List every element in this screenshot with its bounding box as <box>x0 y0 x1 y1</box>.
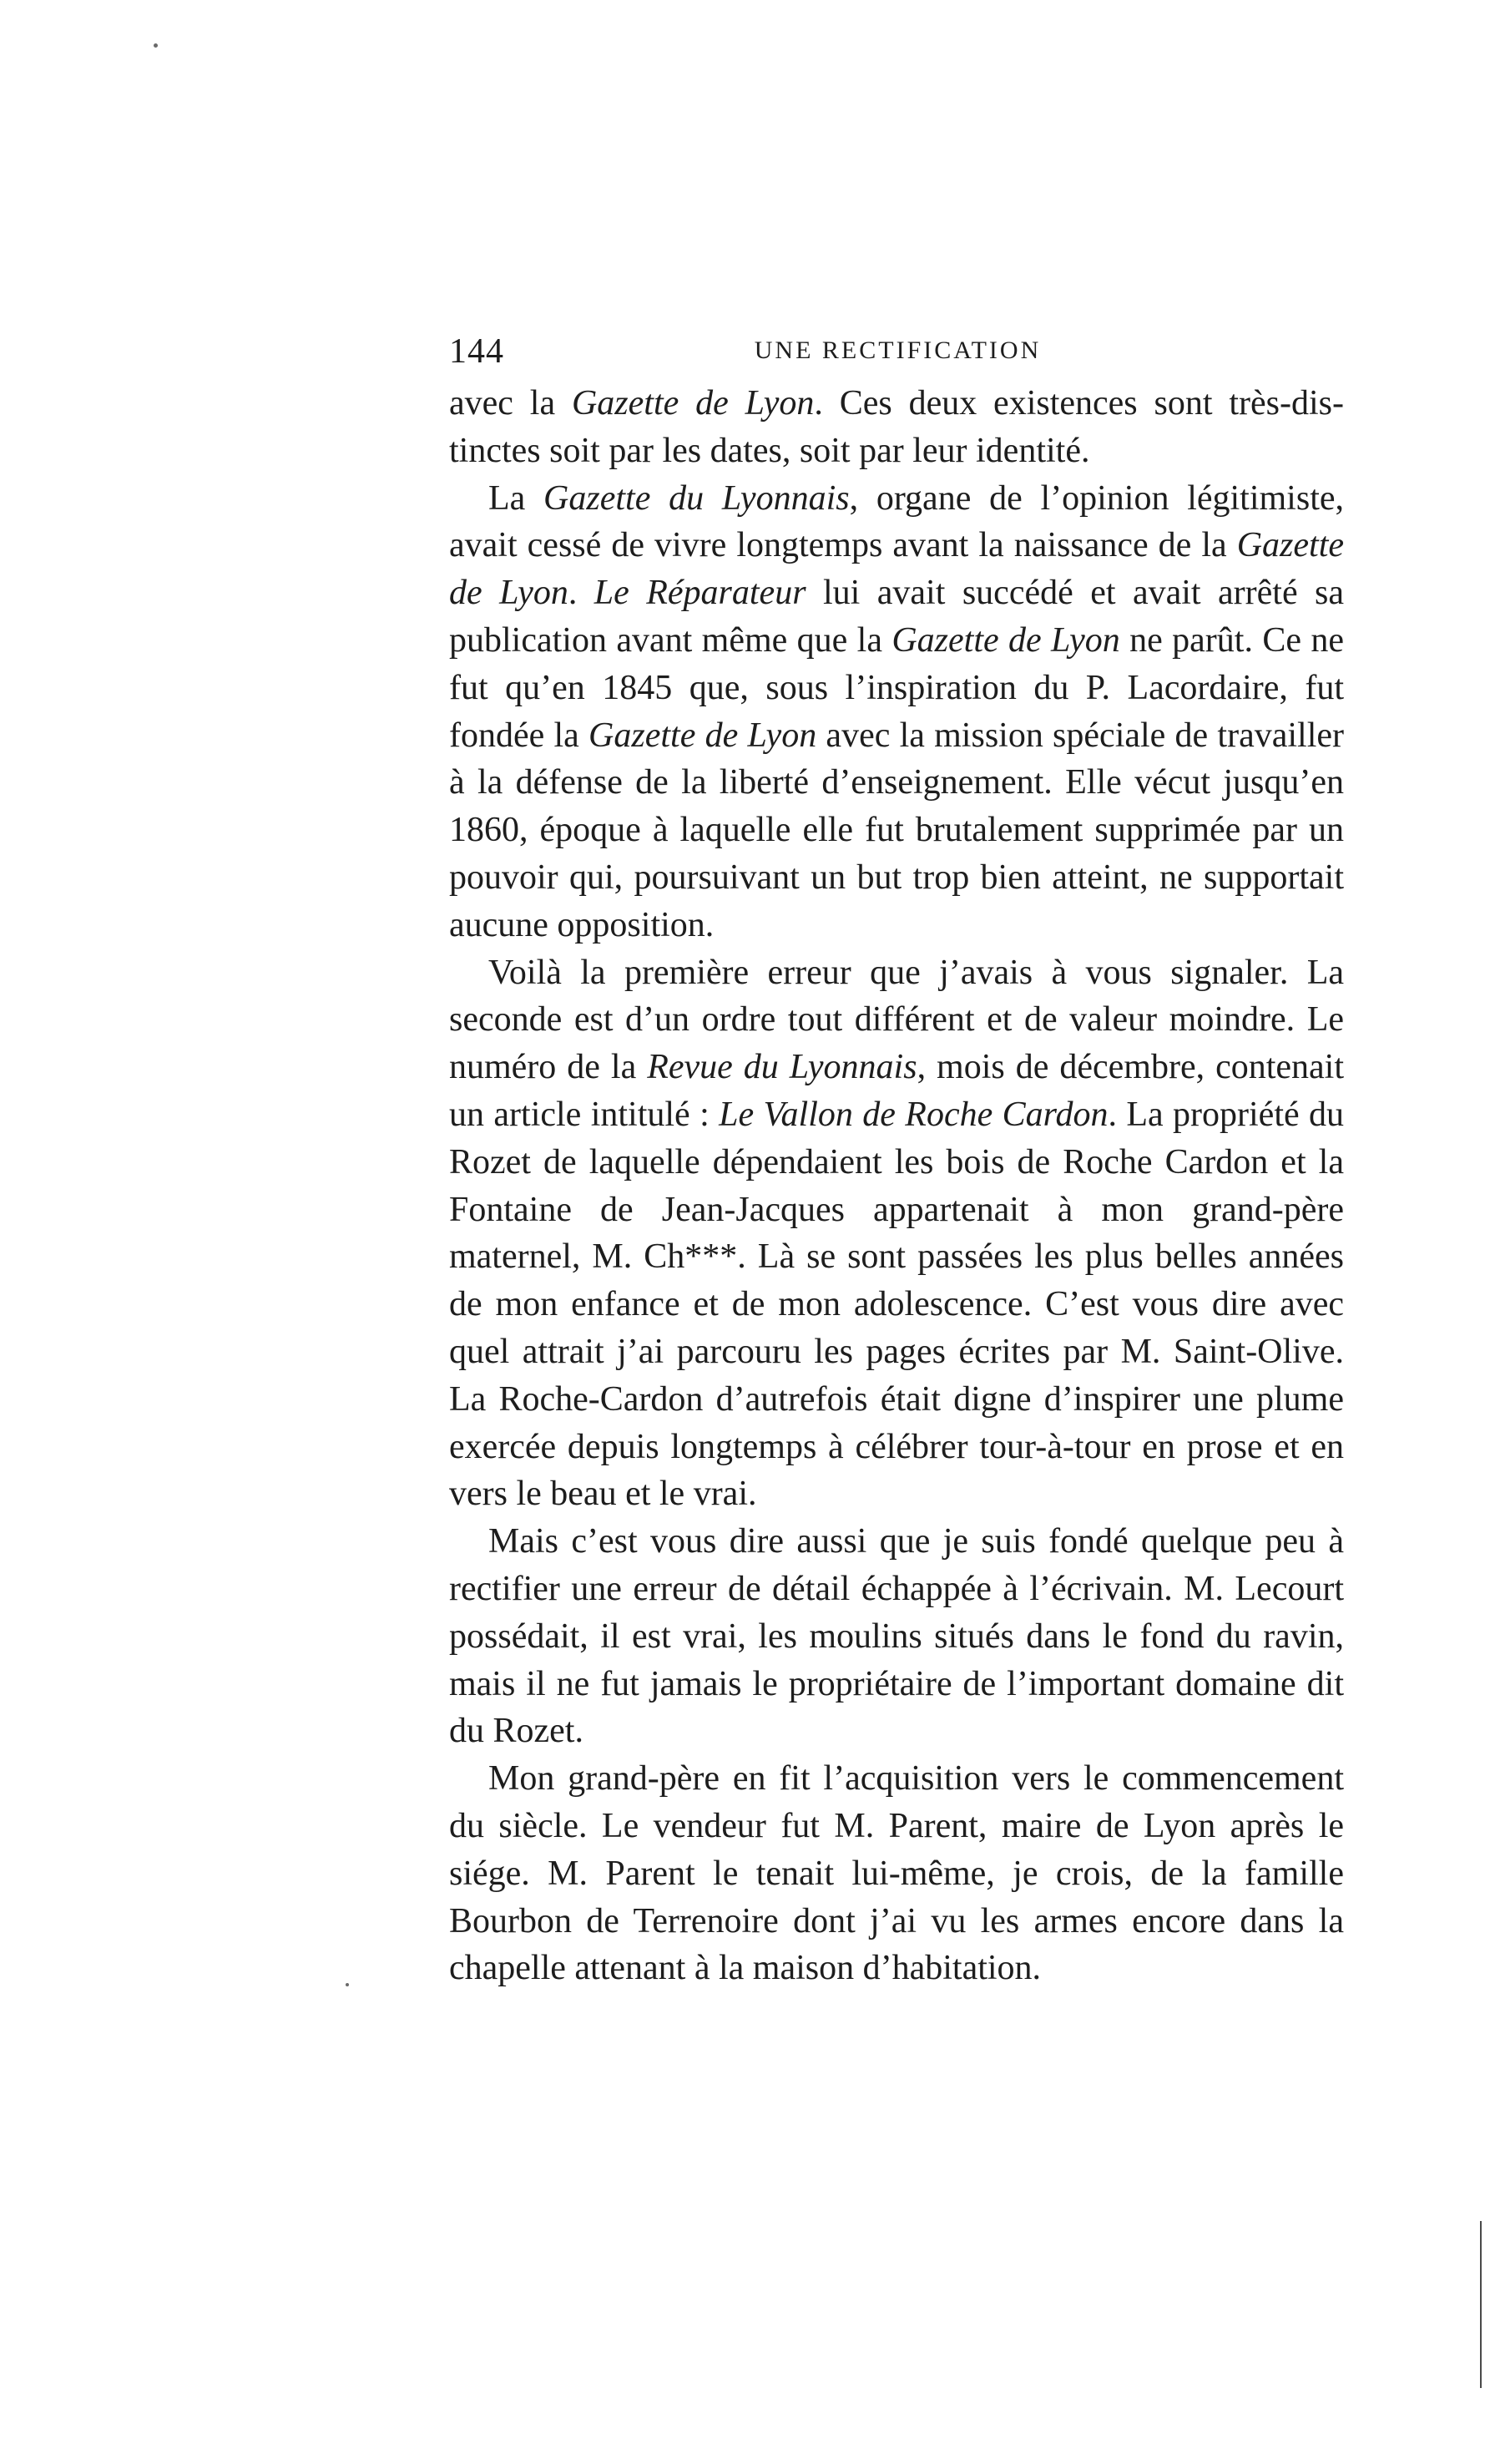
stray-ink-dot <box>346 1983 349 1986</box>
italic-title: Gazette du Lyonnais <box>543 478 850 518</box>
italic-title: Le Réparateur <box>593 574 806 613</box>
body-text <box>449 380 1344 1992</box>
text-run: , organe de l’opinion légitimiste, avait cessé de vivre longtemps avant la naissance de la <box>449 478 1345 565</box>
page-number: 144 <box>449 332 504 371</box>
paragraph <box>449 475 1344 949</box>
italic-title: Revue du Lyonnais <box>647 1048 917 1087</box>
text-run: lui avait succédé et avait arrêté sa publication avant même que la <box>449 574 1345 660</box>
paragraph <box>449 949 1344 1519</box>
text-run: Voilà la première erreur que j’avais à vous signaler. La seconde est d’un ordre tout différent et de valeur moindre. Le numéro de la <box>449 953 1344 1087</box>
text-run: La <box>488 478 544 518</box>
italic-title: Le Vallon de Roche Cardon <box>719 1095 1109 1134</box>
italic-title: Gazette de Lyon <box>588 716 817 755</box>
paragraph <box>449 1518 1344 1755</box>
text-run: Mais c’est vous dire aussi que je suis fondé quelque peu à rectifier une erreur de détail échappée à l’écrivain. M. Lecourt possédait, il est vrai, les moulins situés dans le fond du ravin, mais il ne fut jamais le propriétaire de l’important domaine dit du Rozet. <box>449 1522 1344 1751</box>
text-run: ne parût. Ce ne fut qu’en 1845 que, sous l’inspiration du P. Lacordaire, fut fondée la <box>449 620 1344 755</box>
text-run: . <box>568 574 594 613</box>
italic-title: Gazette de Lyon <box>571 384 815 422</box>
stray-ink-dot <box>154 43 158 48</box>
paragraph <box>449 380 1344 475</box>
text-run: Mon grand-père en fit l’acquisition vers le commencement du siècle. Le vendeur fut M. Parent, maire de Lyon après le siége. M. Parent le tenait lui-même, je crois, de la famille Bourbon de Terrenoire dont j’ai vu les armes encore dans la chapelle attenant à la maison d’habitation. <box>449 1759 1344 1988</box>
text-run: . La propriété du Rozet de laquelle dépendaient les bois de Roche Cardon et la Fontaine de Jean-Jacques appartenait à mon grand-père maternel, M. Ch***. Là se sont passées les plus belles années de mon enfance et de mon adolescence. C’est vous dire avec quel attrait j’ai parcouru les pages écrites par M. Saint-Olive. La Roche-Cardon d’autrefois était digne d’inspirer une plume exercée depuis longtemps à célébrer tour-à-tour en prose et en vers le beau et le vrai. <box>449 1095 1345 1514</box>
running-title: UNE RECTIFICATION <box>754 336 1042 364</box>
paragraph <box>449 1755 1344 1992</box>
text-run: avec la mission spéciale de travailler à la défense de la liberté d’enseignement. Elle vécut jusqu’en 1860, époque à laquelle elle fut brutalement supprimée par un pouvoir qui, poursuivant un but trop bien atteint, ne supportait aucune opposition. <box>449 716 1344 944</box>
text-run: . Ces deux existences sont très-distinctes soit par les dates, soit par leur identité. <box>449 384 1345 470</box>
text-run: , mois de décembre, contenait un article intitulé : <box>449 1048 1345 1134</box>
italic-title: Gazette de Lyon <box>891 620 1120 660</box>
text-run: avec la <box>449 384 572 422</box>
page-edge-line <box>1480 2221 1482 2388</box>
running-header <box>449 328 1346 378</box>
italic-title: Gazette de Lyon <box>449 526 1344 613</box>
